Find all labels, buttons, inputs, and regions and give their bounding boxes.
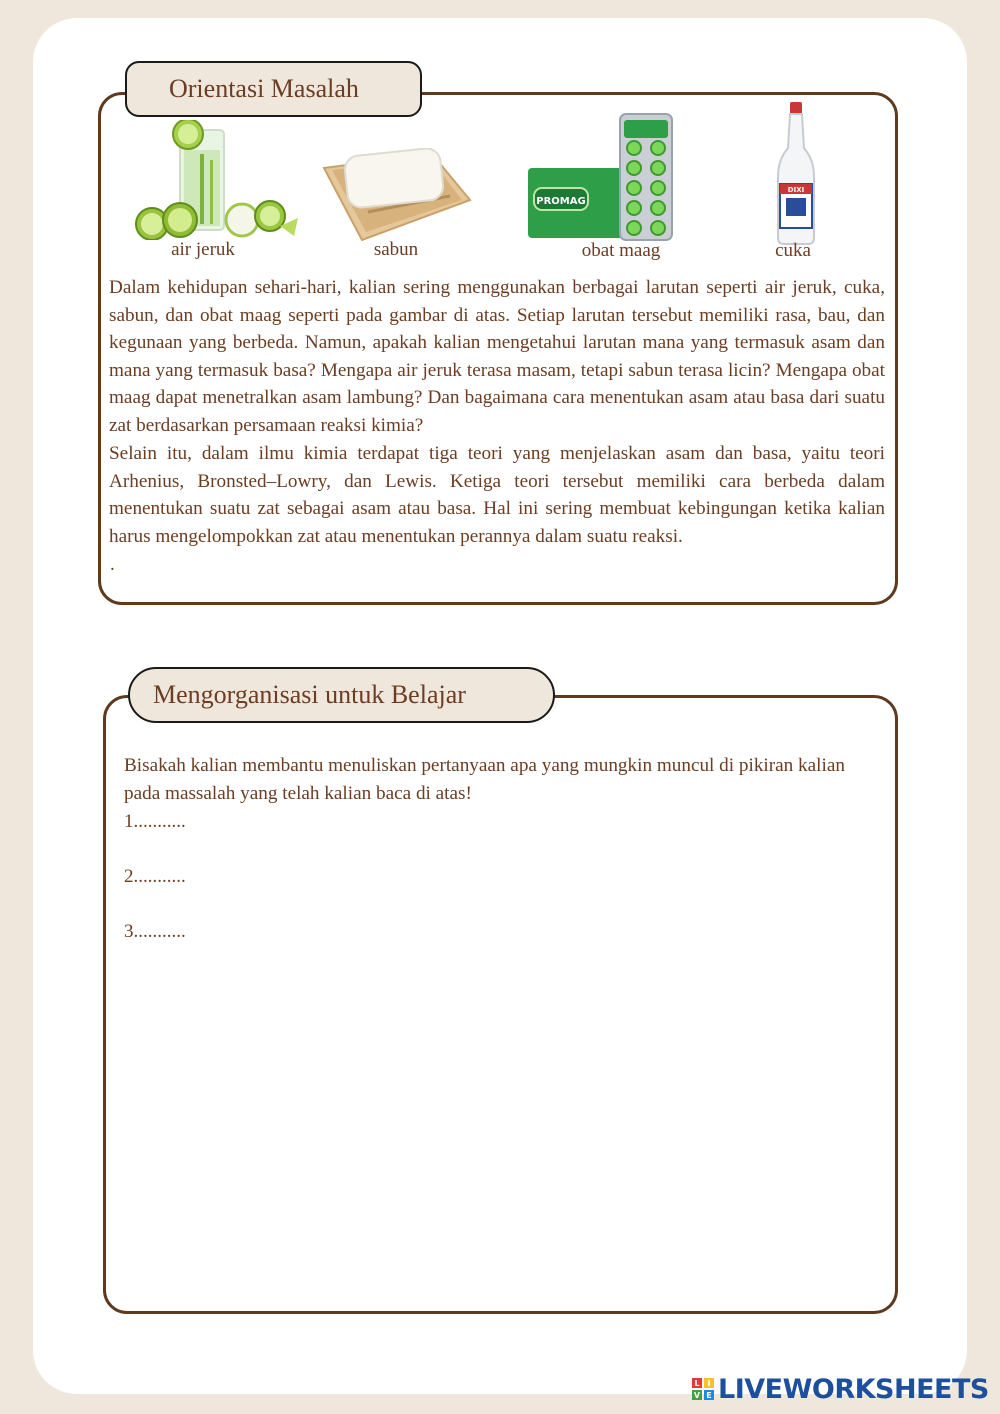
answer-field-1[interactable]: 1........... [124,811,186,832]
antacid-pack-icon [526,112,676,244]
section-title-organize [128,667,555,723]
liveworksheets-logo-text: LIVEWORKSHEETS [718,1373,989,1405]
answer-field-3[interactable]: 3........... [124,921,186,942]
caption-cuka: cuka [775,240,811,261]
answer-field-2[interactable]: 2........... [124,866,186,887]
vinegar-bottle-icon [774,100,818,246]
liveworksheets-logo-mark: L I V E [692,1378,714,1400]
trailing-dot: . [110,554,115,575]
liveworksheets-logo[interactable] [692,1372,989,1406]
bottle-label: DIXI [787,186,805,194]
question-prompt: Bisakah kalian membantu menuliskan pertanyaan apa yang mungkin muncul di pikiran kalian pada massalah yang telah kalian baca di atas! [124,755,845,804]
caption-air-jeruk: air jeruk [171,239,235,260]
section-title-orientation-text: Orientasi Masalah [169,74,359,103]
lime-water-icon [130,120,298,240]
section-title-orientation [125,61,422,117]
orientation-paragraph-1: Dalam kehidupan sehari-hari, kalian sering menggunakan berbagai larutan seperti air jeruk, cuka, sabun, dan obat maag seperti pada gambar di atas. Setiap larutan tersebut memiliki rasa, bau, dan kegunaan yang berbeda. Namun, apakah kalian mengetahui larutan mana yang termasuk asam dan mana yang termasuk basa? Mengapa air jeruk terasa masam, tetapi sabun terasa licin? Mengapa obat maag dapat menetralkan asam lambung? Dan bagaimana cara menentukan asam atau basa dari suatu zat berdasarkan persamaan reaksi kimia? [109,277,885,436]
soap-bar-icon [322,148,472,242]
caption-obat-maag: obat maag [581,240,661,261]
orientation-paragraph-2: Selain itu, dalam ilmu kimia terdapat tiga teori yang menjelaskan asam dan basa, yaitu teori Arhenius, Bronsted–Lowry, dan Lewis. Ketiga teori tersebut memiliki cara berbeda dalam menentukan suatu zat sebagai asam atau basa. Hal ini sering membuat kebingungan ketika kalian harus mengelompokkan zat atau menentukan perannya dalam suatu reaksi. [109,443,885,547]
section-title-organize-text: Mengorganisasi untuk Belajar [153,680,466,709]
caption-sabun: sabun [373,239,419,260]
antacid-box-label: PROMAG [536,196,586,207]
